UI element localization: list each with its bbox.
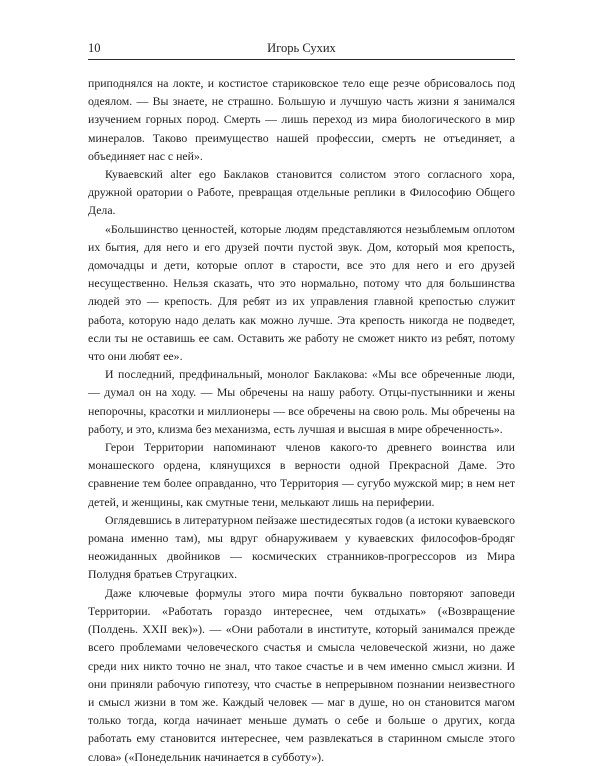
paragraph: «Большинство ценностей, которые людям представляются незыблемым оплотом их бытия, для него и его друзей почти пустой звук. Дом, который моя крепость, домочадцы и дети, которые оплот в старости, все это для него и его друзей несущественно. Нельзя сказать, что это нормально, потому что для большинства людей это — крепость. Для ребят из их управления главной крепостью служит работа, которую надо делать как можно лучше. Эта крепость никогда не подведет, если ты не оставишь ее сам. Оставить же работу не сможет никто из ребят, потому что они любят ее». xyxy=(88,221,515,364)
running-head-author: Игорь Сухих xyxy=(267,41,336,55)
page-number: 10 xyxy=(88,41,101,55)
paragraph: И последний, предфинальный, монолог Баклакова: «Мы все обреченные люди, — думал он на ходу. — Мы обречены на нашу работу. Отцы-пустынники и жены непорочны, красотки и миллионеры — все обречены на свою роль. Мы обречены на работу, и это, клизма без механизма, есть лучшая и высшая в мире обреченность». xyxy=(88,367,515,436)
paragraph: Куваевский alter ego Баклаков становится солистом этого согласного хора, дружной оратории о Работе, превращая отдельные реплики в Философию Общего Дела. xyxy=(88,167,515,218)
paragraph: Герои Территории напоминают членов какого-то древнего воинства или монашеского ордена, клянущихся в верности одной Прекрасной Даме. Это сравнение тем более оправданно, что Территория — сугубо мужской мир; в нем нет детей, и женщины, как смутные тени, мелькают лишь на периферии. xyxy=(88,440,515,509)
paragraph: Оглядевшись в литературном пейзаже шестидесятых годов (а истоки куваевского романа именно там), мы вдруг обнаруживаем у куваевских философов-бродяг неожиданных двойников — космических странников-прогрессоров из Мира Полудня братьев Стругацких. xyxy=(88,512,515,582)
paragraph: Даже ключевые формулы этого мира почти буквально повторяют заповеди Территории. «Работать гораздо интереснее, чем отдыхать» («Возвращение (Полдень. XXII век)»). — «Они работали в институте, который занимался прежде всего проблемами человеческого счастья и смысла человеческой жизни, но даже среди них никто точно не знал, что такое счастье и в чем именно смысл жизни. И они приняли рабочую гипотезу, что счастье в непрерывном познании неизвестного и смысл жизни в том же. Каждый человек — маг в душе, но он становится магом только тогда, когда начинает меньше думать о себе и больше о других, когда работать ему становится интереснее, чем развлекаться в старинном смысле этого слова» («Понедельник начинается в субботу»). xyxy=(88,585,515,764)
book-page xyxy=(88,40,515,766)
body-text xyxy=(88,74,515,766)
paragraph: приподнялся на локте, и костистое стариковское тело еще резче обрисовалось под одеялом. — Вы знаете, не страшно. Большую и лучшую часть жизни я занимался изучением горных пород. Смерть — лишь переход из мира биологического в мир минералов. Таково преимущество нашей профессии, смерть не отъединяет, а объединяет нас с ней». xyxy=(88,76,515,163)
running-header xyxy=(88,40,515,60)
